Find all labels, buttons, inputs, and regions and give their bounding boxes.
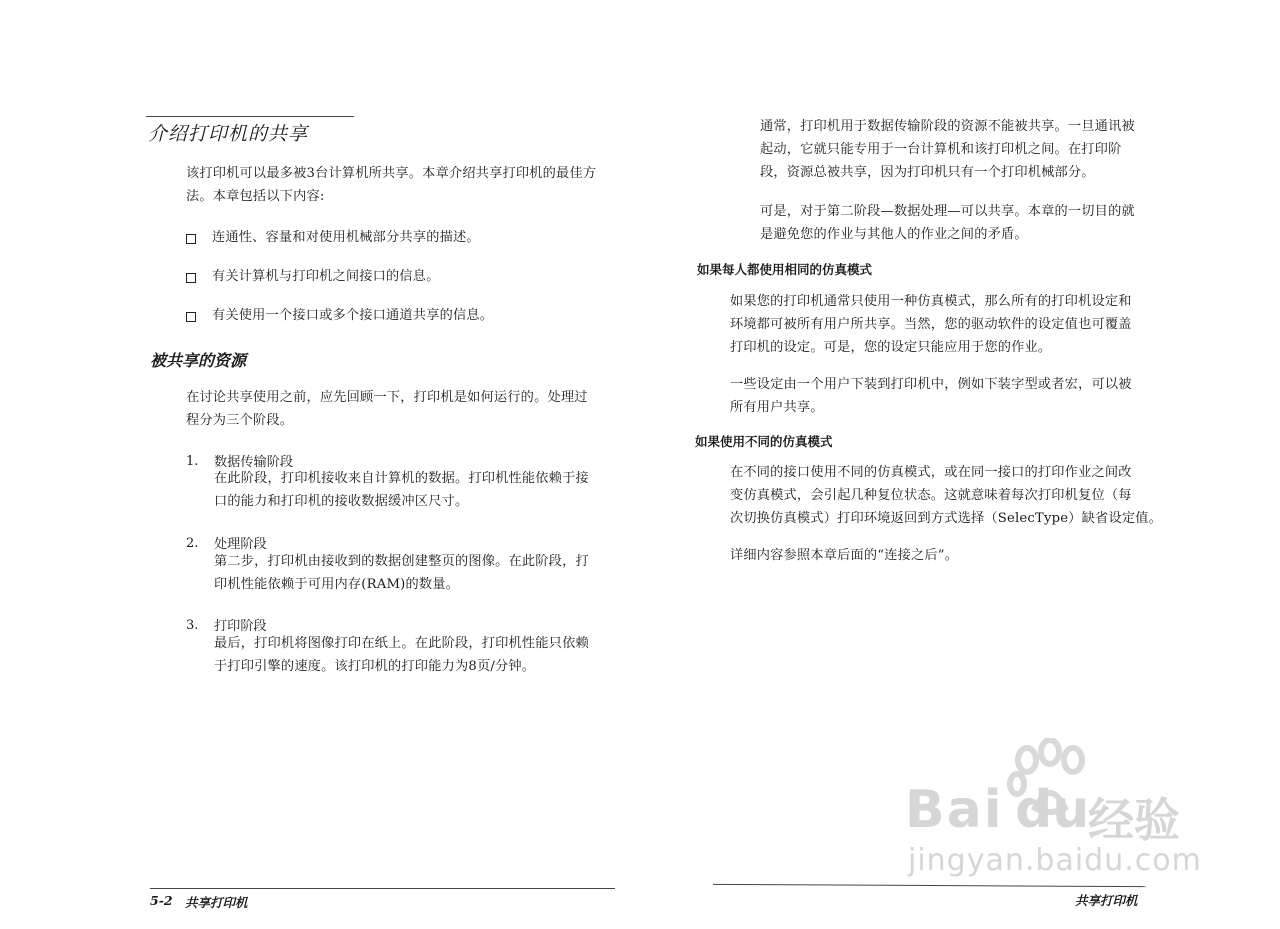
right-para-1-line-1: 通常，打印机用于数据传输阶段的资源不能被共享。一旦通讯被	[760, 119, 1135, 134]
footer-page-number: 5-2	[150, 893, 173, 908]
right-para-2-line-2: 是避免您的作业与其他人的作业之间的矛盾。	[760, 227, 1028, 242]
step-text-line-2: 印机性能依赖于可用内存(RAM)的数量。	[214, 577, 460, 592]
checkbox-bullet-icon	[186, 273, 196, 283]
watermark-brand-du: du	[1015, 780, 1090, 840]
step-text-line-2: 口的能力和打印机的接收数据缓冲区尺寸。	[214, 494, 469, 509]
right-para-6: 详细内容参照本章后面的“连接之后”。	[730, 548, 959, 563]
footer-chapter-title-right: 共享打印机	[1075, 893, 1138, 908]
right-para-4-line-2: 所有用户共享。	[730, 400, 824, 415]
step-number: 1.	[186, 454, 199, 469]
watermark-brand-bai: Bai	[905, 780, 1004, 840]
watermark-brand-jingyan: 经验	[1088, 793, 1180, 847]
footer-chapter-title-left: 共享打印机	[185, 895, 248, 910]
intro-line-1: 该打印机可以最多被3台计算机所共享。本章介绍共享打印机的最佳方	[186, 166, 597, 181]
step-title: 数据传输阶段	[214, 455, 294, 470]
right-para-2-line-1: 可是，对于第二阶段—数据处理—可以共享。本章的一切目的就	[760, 204, 1135, 219]
bullet-item: 有关计算机与打印机之间接口的信息。	[212, 269, 440, 284]
checkbox-bullet-icon	[186, 312, 196, 322]
right-para-3-line-2: 环境都可被所有用户所共享。当然，您的驱动软件的设定值也可覆盖	[730, 317, 1132, 332]
step-text-line-1: 第二步，打印机由接收到的数据创建整页的图像。在此阶段，打	[214, 554, 589, 569]
intro-line-2: 法。本章包括以下内容:	[186, 189, 325, 204]
checkbox-bullet-icon	[186, 234, 196, 244]
right-para-5-line-1: 在不同的接口使用不同的仿真模式，或在同一接口的打印作业之间改	[730, 465, 1132, 480]
bullet-item: 连通性、容量和对使用机械部分共享的描述。	[212, 230, 480, 245]
watermark-url: jingyan.baidu.com	[908, 843, 1202, 878]
right-para-5-line-2: 变仿真模式，会引起几种复位状态。这就意味着每次打印机复位（每	[730, 488, 1132, 503]
right-para-5-line-3: 次切换仿真模式）打印环境返回到方式选择（SelecType）缺省设定值。	[730, 511, 1162, 526]
footer-rule-right	[713, 884, 1146, 887]
para-stages-line-2: 程分为三个阶段。	[186, 413, 294, 428]
section-top-rule	[146, 116, 354, 117]
footer-rule-left	[150, 888, 615, 889]
bullet-item: 有关使用一个接口或多个接口通道共享的信息。	[212, 308, 494, 323]
right-para-3-line-3: 打印机的设定。可是，您的设定只能应用于您的作业。	[730, 340, 1052, 355]
subheading-same-emulation: 如果每人都使用相同的仿真模式	[697, 262, 873, 277]
section-title-printer-sharing: 介绍打印机的共享	[148, 123, 309, 145]
right-para-3-line-1: 如果您的打印机通常只使用一种仿真模式，那么所有的打印机设定和	[730, 294, 1132, 309]
step-title: 处理阶段	[214, 537, 267, 552]
right-para-1-line-2: 起动，它就只能专用于一台计算机和该打印机之间。在打印阶	[760, 142, 1122, 157]
step-text-line-2: 于打印引擎的速度。该打印机的打印能力为8页/分钟。	[214, 659, 536, 674]
step-text-line-1: 最后，打印机将图像打印在纸上。在此阶段，打印机性能只依赖	[214, 636, 589, 651]
step-title: 打印阶段	[214, 619, 267, 634]
step-text-line-1: 在此阶段，打印机接收来自计算机的数据。打印机性能依赖于接	[214, 471, 589, 486]
step-number: 2.	[186, 536, 199, 551]
right-para-1-line-3: 段，资源总被共享，因为打印机只有一个打印机械部分。	[760, 165, 1095, 180]
step-number: 3.	[186, 618, 199, 633]
right-para-4-line-1: 一些设定由一个用户下装到打印机中，例如下装字型或者宏，可以被	[730, 377, 1132, 392]
subheading-different-emulation: 如果使用不同的仿真模式	[695, 434, 833, 449]
para-stages-line-1: 在讨论共享使用之前，应先回顾一下，打印机是如何运行的。处理过	[186, 390, 588, 405]
section-title-shared-resources: 被共享的资源	[150, 351, 247, 370]
